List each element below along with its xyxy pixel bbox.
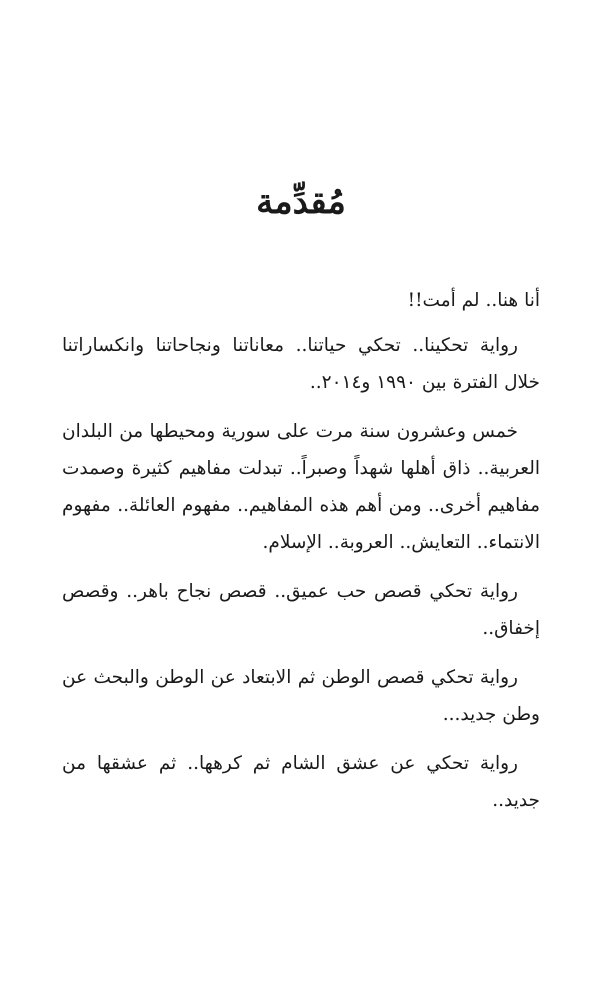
paragraph-6: رواية تحكي عن عشق الشام ثم كرهها.. ثم عشقها من جديد..: [62, 753, 540, 811]
chapter-title: مُقدِّمة: [256, 182, 346, 222]
body-text: [62, 282, 540, 831]
paragraph-3: خمس وعشرون سنة مرت على سورية ومحيطها من البلدان العربية.. ذاق أهلها شهداً وصبراً.. تبدلت مفاهيم كثيرة وصمدت مفاهيم أخرى.. ومن أهم هذه المفاهيم.. مفهوم العائلة.. مفهوم الانتماء.. التعايش.. العروبة.. الإسلام.: [62, 421, 540, 553]
paragraph-2: رواية تحكينا.. تحكي حياتنا.. معاناتنا ونجاحاتنا وانكساراتنا خلال الفترة بين ١٩٩٠ و٢٠١٤..: [62, 335, 540, 393]
paragraph-4: رواية تحكي قصص حب عميق.. قصص نجاح باهر.. وقصص إخفاق..: [62, 581, 540, 639]
paragraph-1: أنا هنا.. لم أمت!!: [407, 290, 540, 311]
paragraph-5: رواية تحكي قصص الوطن ثم الابتعاد عن الوطن والبحث عن وطن جديد...: [62, 667, 540, 725]
